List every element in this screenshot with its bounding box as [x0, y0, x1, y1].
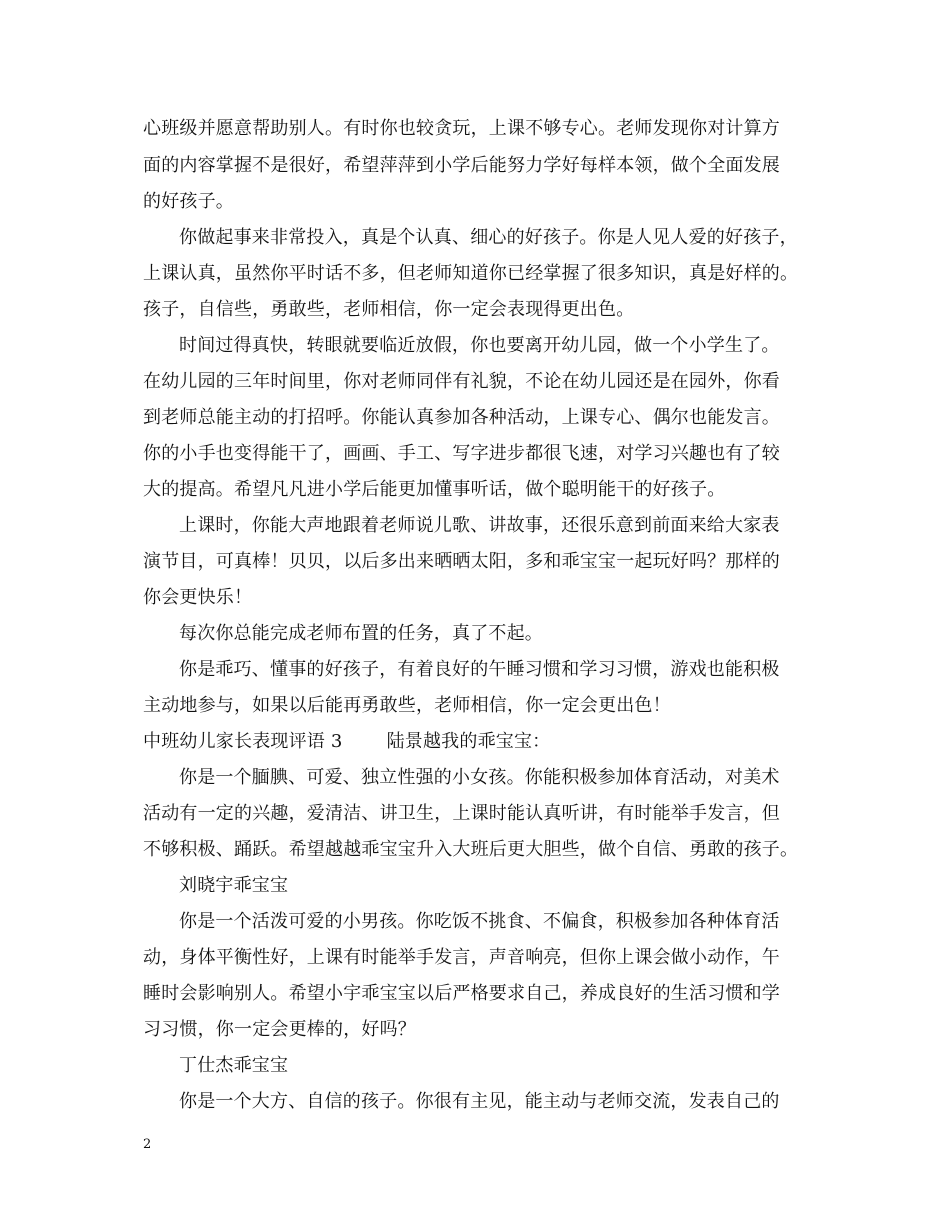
text-line: 你的小手也变得能干了，画画、手工、写字进步都很飞速，对学习兴趣也有了较	[143, 443, 780, 464]
text-line: 上课时，你能大声地跟着老师说儿歌、讲故事，还很乐意到前面来给大家表	[179, 515, 780, 536]
text-line: 你是一个活泼可爱的小男孩。你吃饭不挑食、不偏食，积极参加各种体育活	[179, 911, 780, 932]
section-name: 陆景越我的乖宝宝：	[386, 731, 551, 752]
text-line: 主动地参与，如果以后能再勇敢些，老师相信，你一定会更出色！	[143, 695, 671, 716]
text-line: 时间过得真快，转眼就要临近放假，你也要离开幼儿园，做一个小学生了。	[179, 335, 780, 356]
text-line: 习习惯，你一定会更棒的，好吗？	[143, 1019, 416, 1040]
text-line: 的好孩子。	[143, 191, 234, 212]
text-line: 孩子，自信些，勇敢些，老师相信，你一定会表现得更出色。	[143, 299, 635, 320]
text-line: 上课认真，虽然你平时话不多，但老师知道你已经掌握了很多知识，真是好样的。	[143, 263, 799, 284]
text-line: 面的内容掌握不是很好，希望萍萍到小学后能努力学好每样本领，做个全面发展	[143, 155, 780, 176]
text-line: 不够积极、踊跃。希望越越乖宝宝升入大班后更大胆些，做个自信、勇敢的孩子。	[143, 839, 799, 860]
section-heading	[143, 731, 550, 753]
text-line: 在幼儿园的三年时间里，你对老师同伴有礼貌，不论在幼儿园还是在园外，你看	[143, 371, 780, 392]
text-line: 睡时会影响别人。希望小宇乖宝宝以后严格要求自己，养成良好的生活习惯和学	[143, 983, 780, 1004]
text-line: 每次你总能完成老师布置的任务，真了不起。	[179, 623, 543, 644]
text-line: 你做起事来非常投入，真是个认真、细心的好孩子。你是人见人爱的好孩子，	[179, 227, 798, 248]
text-line: 你会更快乐！	[143, 587, 253, 608]
page-number: 2	[143, 1137, 152, 1152]
child-name: 刘晓宇乖宝宝	[179, 875, 289, 896]
text-line: 演节目，可真棒！贝贝，以后多出来晒晒太阳，多和乖宝宝一起玩好吗？那样的	[143, 551, 780, 572]
text-line: 你是乖巧、懂事的好孩子，有着良好的午睡习惯和学习习惯，游戏也能积极	[179, 659, 780, 680]
text-line: 你是一个大方、自信的孩子。你很有主见，能主动与老师交流，发表自己的	[179, 1091, 780, 1112]
text-line: 动，身体平衡性好，上课有时能举手发言，声音响亮，但你上课会做小动作，午	[143, 947, 780, 968]
text-line: 大的提高。希望凡凡进小学后能更加懂事听话，做个聪明能干的好孩子。	[143, 479, 726, 500]
text-line: 你是一个腼腆、可爱、独立性强的小女孩。你能积极参加体育活动，对美术	[179, 767, 780, 788]
text-line: 心班级并愿意帮助别人。有时你也较贪玩，上课不够专心。老师发现你对计算方	[143, 118, 780, 139]
child-name: 丁仕杰乖宝宝	[179, 1055, 289, 1076]
section-title: 中班幼儿家长表现评语 3	[143, 731, 343, 752]
text-line: 到老师总能主动的打招呼。你能认真参加各种活动，上课专心、偶尔也能发言。	[143, 407, 780, 428]
text-line: 活动有一定的兴趣，爱清洁、讲卫生，上课时能认真听讲，有时能举手发言，但	[143, 803, 780, 824]
